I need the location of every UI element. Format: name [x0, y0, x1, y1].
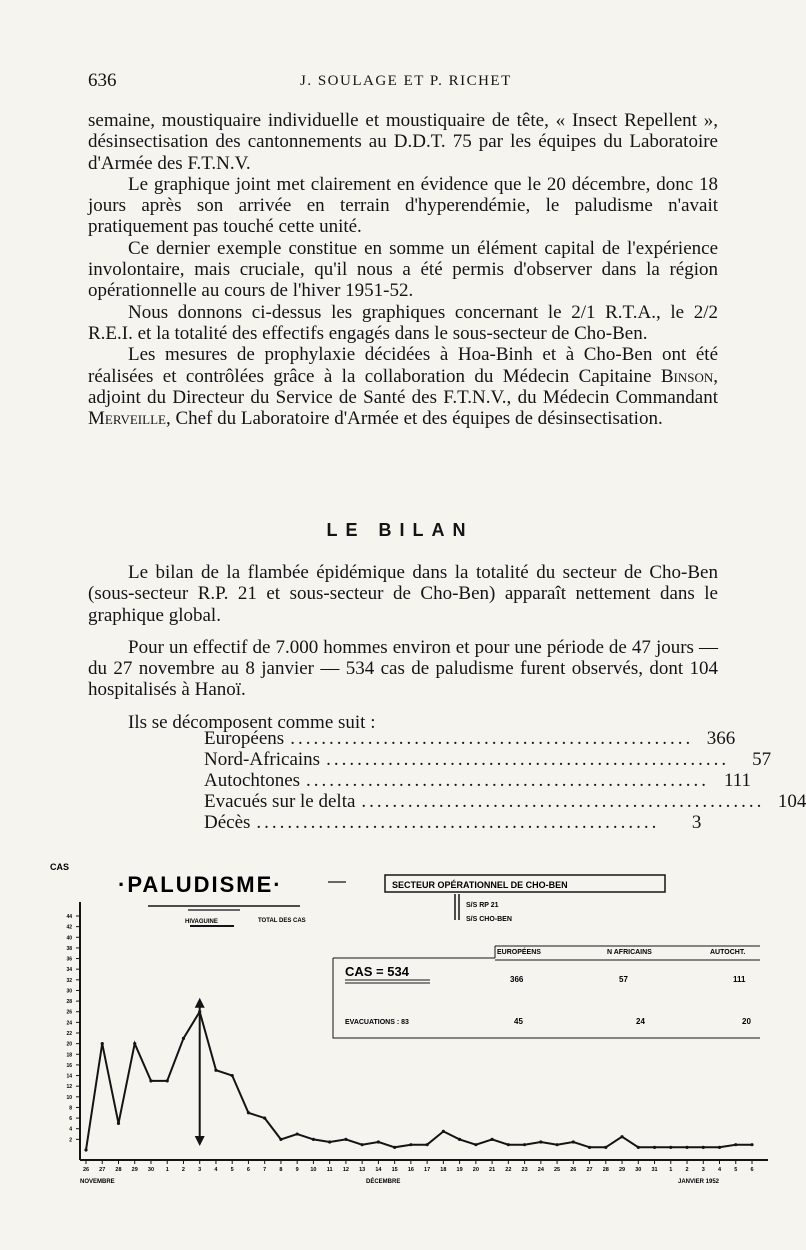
x-tick-label: 29 — [618, 1167, 626, 1173]
evac-nord-africains: 24 — [636, 1017, 645, 1026]
data-point — [344, 1138, 347, 1141]
data-point — [166, 1079, 169, 1082]
body-text — [88, 110, 718, 429]
onset-arrow — [195, 998, 205, 1146]
x-tick-label: 27 — [586, 1167, 593, 1173]
x-tick-label: 29 — [131, 1167, 138, 1173]
row-label: Européens — [204, 728, 285, 749]
row-value: 111 — [723, 770, 752, 791]
row-label: Décès — [204, 812, 251, 833]
legend-total: TOTAL DES CAS — [258, 918, 306, 924]
y-tick-label: 26 — [66, 1009, 72, 1016]
summary-evac: EVACUATIONS : 83 — [345, 1019, 409, 1026]
data-point — [604, 1146, 607, 1149]
x-tick-label: 20 — [472, 1167, 479, 1173]
y-tick-label: 42 — [66, 924, 72, 931]
x-tick-label: 12 — [342, 1167, 349, 1173]
y-tick-label: 10 — [66, 1094, 72, 1101]
y-tick-label: 40 — [66, 935, 72, 942]
x-tick-label: 2 — [181, 1167, 185, 1173]
paragraph-1: semaine, moustiquaire individuelle et moustiquaire de tête, « Insect Repellent », désinsectisation des cantonnements au D.D.T. 75 par les équipes du Laboratoire d'Armée des F.T.N.V. — [88, 110, 718, 174]
sector-title: SECTEUR OPÉRATIONNEL DE CHO-BEN — [392, 880, 568, 890]
y-tick-label: 28 — [66, 999, 72, 1006]
data-point — [214, 1069, 217, 1072]
data-point — [588, 1146, 591, 1149]
chart-title: ·PALUDISME· — [118, 872, 283, 897]
data-point — [750, 1143, 753, 1146]
sector-sub1: S/S RP 21 — [466, 902, 499, 909]
data-point — [718, 1146, 721, 1149]
x-tick-label: 6 — [750, 1167, 754, 1173]
paragraph-5-c: , Chef du Laboratoire d'Armée et des équipes de désinsectisation. — [165, 408, 663, 430]
data-point — [84, 1148, 87, 1151]
x-tick-label: 3 — [198, 1167, 202, 1173]
x-tick-label: 9 — [295, 1167, 299, 1173]
x-tick-label: 21 — [489, 1167, 496, 1173]
y-tick-label: 2 — [69, 1137, 72, 1144]
x-tick-label: 4 — [717, 1167, 722, 1173]
x-tick-label: 13 — [359, 1167, 366, 1173]
data-point — [247, 1111, 250, 1114]
name-binson: Binson — [660, 365, 714, 387]
col-nord-africains: N AFRICAINS — [607, 949, 652, 956]
x-tick-label: 25 — [554, 1167, 561, 1173]
paragraph-5 — [88, 344, 718, 429]
evac-autochtones: 20 — [742, 1017, 751, 1026]
x-tick-label: 5 — [734, 1167, 738, 1173]
data-point — [734, 1143, 737, 1146]
x-tick-label: 8 — [279, 1167, 283, 1173]
row-value: 366 — [706, 728, 736, 749]
breakdown-row: Européens .................................................... 366 — [204, 728, 736, 749]
data-point — [296, 1132, 299, 1135]
x-tick-label: 14 — [375, 1167, 382, 1173]
cases-autochtones: 111 — [733, 975, 746, 984]
cases-europeens: 366 — [510, 975, 524, 984]
x-tick-label: 6 — [246, 1167, 250, 1173]
x-tick-label: 17 — [424, 1167, 431, 1173]
y-tick-label: 24 — [66, 1020, 72, 1027]
data-point — [507, 1143, 510, 1146]
y-tick-label: 32 — [66, 977, 72, 984]
y-tick-label: 22 — [66, 1031, 72, 1037]
data-point — [182, 1037, 185, 1040]
data-point — [312, 1138, 315, 1141]
summary-total: CAS = 534 — [345, 964, 409, 979]
data-point — [685, 1146, 688, 1149]
running-head: J. SOULAGE ET P. RICHET — [300, 73, 512, 89]
series-line — [86, 1012, 752, 1150]
data-point — [474, 1143, 477, 1146]
paludisme-chart — [0, 850, 800, 1250]
y-tick-label: 4 — [69, 1126, 72, 1133]
breakdown-table — [204, 728, 806, 833]
y-axis-label: CAS — [50, 862, 70, 872]
bilan-paragraph-3: Ils se décomposent comme suit : — [128, 711, 376, 733]
y-tick-label: 18 — [66, 1052, 72, 1059]
x-tick-label: 1 — [165, 1167, 169, 1173]
month-november: NOVEMBRE — [80, 1179, 115, 1185]
paragraph-5-a: Les mesures de prophylaxie décidées à Hoa-Binh et à Cho-Ben ont été réalisées et contrôlées grâce à la collaboration du Médecin Capitaine — [88, 344, 718, 387]
y-tick-label: 6 — [69, 1116, 72, 1123]
paragraph-4: Nous donnons ci-dessus les graphiques concernant le 2/1 R.T.A., le 2/2 R.E.I. et la totalité des effectifs engagés dans le sous-secteur de Cho-Ben. — [88, 301, 718, 344]
data-point — [458, 1138, 461, 1141]
x-tick-label: 26 — [82, 1167, 90, 1173]
data-point — [620, 1135, 623, 1138]
y-tick-label: 36 — [66, 956, 72, 963]
y-tick-label: 14 — [66, 1073, 72, 1080]
row-label: Nord-Africains — [204, 749, 321, 770]
x-tick-label: 22 — [505, 1167, 512, 1173]
cases-nord-africains: 57 — [619, 975, 628, 984]
data-point — [361, 1143, 364, 1146]
row-value: 3 — [691, 812, 702, 833]
bilan-text — [88, 562, 718, 744]
col-europeens: EUROPÉENS — [497, 949, 541, 956]
data-point — [328, 1140, 331, 1143]
data-point — [231, 1074, 234, 1077]
x-tick-label: 30 — [635, 1167, 642, 1173]
month-december: DÉCEMBRE — [366, 1179, 401, 1185]
x-tick-label: 4 — [214, 1167, 218, 1173]
x-tick-label: 10 — [310, 1167, 317, 1173]
data-point — [263, 1116, 266, 1119]
x-tick-label: 26 — [570, 1167, 577, 1173]
y-tick-label: 38 — [66, 945, 72, 952]
x-tick-label: 28 — [602, 1167, 609, 1173]
data-point — [149, 1079, 152, 1082]
x-tick-label: 7 — [263, 1167, 267, 1173]
x-tick-label: 28 — [115, 1167, 122, 1173]
bilan-paragraph-1: Le bilan de la flambée épidémique dans la totalité du secteur de Cho-Ben (sous-secteur R.P. 21 et sous-secteur de Cho-Ben) apparaît nettement dans le graphique global. — [88, 562, 718, 626]
y-tick-label: 30 — [66, 988, 72, 995]
row-value: 104 — [777, 791, 806, 812]
data-point — [133, 1042, 136, 1045]
paragraph-2: Le graphique joint met clairement en évidence que le 20 décembre, donc 18 jours après son arrivée en terrain d'hyperendémie, le paludisme n'avait pratiquement pas touché cette unité. — [88, 173, 718, 238]
x-tick-label: 27 — [99, 1167, 106, 1173]
x-tick-label: 3 — [701, 1167, 705, 1173]
breakdown-row: Décès .................................................... 3 — [204, 812, 702, 833]
data-point — [523, 1143, 526, 1146]
breakdown-row: Nord-Africains .................................................... 57 — [204, 749, 772, 770]
sector-sub2: S/S CHO-BEN — [466, 916, 512, 923]
paragraph-5-b: , adjoint du Directeur du Service de Santé des F.T.N.V., du Médecin Commandant — [88, 365, 718, 408]
x-tick-label: 5 — [230, 1167, 234, 1173]
col-autochtones: AUTOCHT. — [710, 949, 746, 956]
data-point — [653, 1146, 656, 1149]
data-point — [117, 1122, 120, 1125]
data-point — [669, 1146, 672, 1149]
y-tick-label: 16 — [66, 1062, 72, 1069]
breakdown-row: Autochtones .................................................... 111 — [204, 770, 752, 791]
bilan-paragraph-2: Pour un effectif de 7.000 hommes environ et pour une période de 47 jours — du 27 novembre au 8 janvier — 534 cas de paludisme furent observés, dont 104 hospitalisés à Hanoï. — [88, 636, 718, 701]
row-value: 57 — [752, 749, 772, 770]
paragraph-3: Ce dernier exemple constitue en somme un élément capital de l'expérience involontaire, mais cruciale, qu'il nous a été permis d'observer dans la région opérationnelle au cours de l'hiver 1951-52. — [88, 237, 718, 302]
y-tick-label: 8 — [69, 1105, 72, 1112]
data-point — [555, 1143, 558, 1146]
data-point — [377, 1140, 380, 1143]
x-tick-label: 23 — [521, 1167, 528, 1173]
y-tick-label: 34 — [66, 967, 72, 974]
x-tick-label: 16 — [407, 1167, 414, 1173]
x-tick-label: 18 — [440, 1167, 447, 1173]
arrow-head-down — [195, 1136, 205, 1146]
y-tick-label: 20 — [66, 1041, 72, 1048]
legend-onset: HIVAGUINE — [185, 919, 218, 925]
data-point — [393, 1146, 396, 1149]
data-point — [572, 1140, 575, 1143]
x-tick-label: 2 — [685, 1167, 689, 1173]
row-label: Evacués sur le delta — [204, 791, 356, 812]
row-label: Autochtones — [204, 770, 301, 791]
section-title: LE BILAN — [326, 520, 474, 540]
data-point — [637, 1146, 640, 1149]
x-tick-label: 1 — [669, 1167, 673, 1173]
name-merveille: Merveille — [88, 408, 166, 430]
x-tick-label: 30 — [147, 1167, 155, 1173]
data-point — [101, 1042, 104, 1045]
breakdown-row: Evacués sur le delta .................................................... 104 — [204, 791, 806, 812]
x-tick-label: 31 — [651, 1167, 658, 1173]
x-tick-label: 19 — [456, 1167, 463, 1173]
page-number: 636 — [88, 70, 117, 91]
x-tick-label: 15 — [391, 1167, 398, 1173]
x-ticks — [83, 1160, 754, 1173]
data-point — [279, 1138, 282, 1141]
series-points — [84, 1010, 753, 1151]
y-ticks — [66, 914, 80, 1143]
data-point — [539, 1140, 542, 1143]
y-tick-label: 44 — [66, 914, 72, 920]
x-tick-label: 11 — [326, 1167, 333, 1173]
data-point — [490, 1138, 493, 1141]
x-tick-label: 24 — [537, 1167, 544, 1173]
data-point — [409, 1143, 412, 1146]
month-january: JANVIER 1952 — [678, 1179, 720, 1185]
data-point — [442, 1130, 445, 1133]
data-point — [426, 1143, 429, 1146]
y-tick-label: 12 — [66, 1084, 72, 1091]
data-point — [702, 1146, 705, 1149]
arrow-head-up — [195, 998, 205, 1008]
evac-europeens: 45 — [514, 1017, 523, 1026]
